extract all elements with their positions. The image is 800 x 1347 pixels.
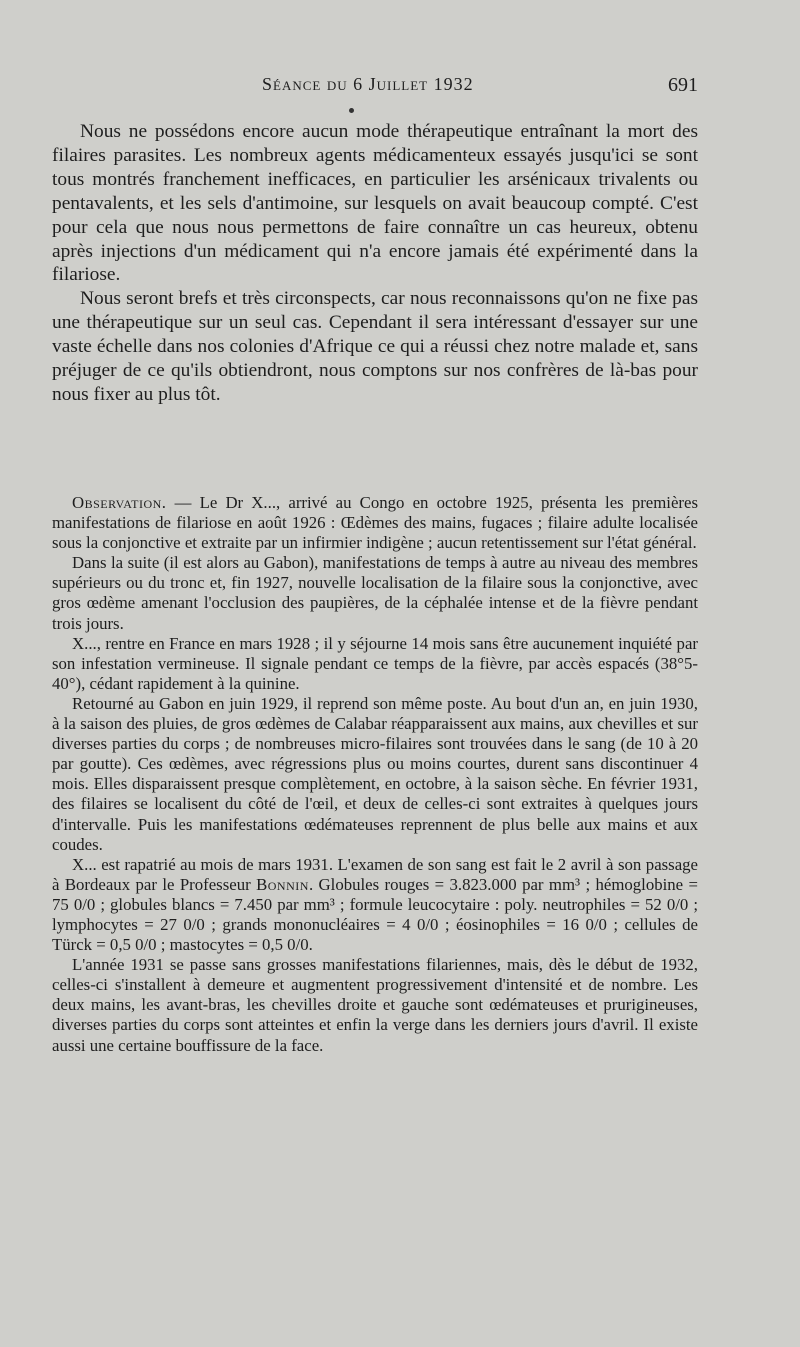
observation-label: Observation. — [72, 493, 167, 512]
observation-paragraph — [52, 493, 698, 553]
observation-paragraph — [52, 855, 698, 955]
running-title: Séance du 6 Juillet 1932 — [262, 74, 474, 94]
observation-paragraph: Dans la suite (il est alors au Gabon), manifestations de temps à autre au niveau des membres supérieurs ou du tronc et, fin 1927, nouvelle localisation de la filaire sous la conjonctive, avec gros œdème amenant l'occlusion des paupières, de la céphalée intense et de la fièvre pendant trois jours. — [52, 553, 698, 633]
page-number: 691 — [668, 74, 698, 96]
body-paragraph: Nous seront brefs et très circonspects, car nous reconnaissons qu'on ne fixe pas une thérapeutique sur un seul cas. Cependant il sera intéressant d'essayer sur une vaste échelle dans nos colonies d'Afrique ce qui a réussi chez notre malade et, sans préjuger de ce qu'ils obtiendront, nous comptons sur nos confrères de là-bas pour nous fixer au plus tôt. — [52, 288, 698, 405]
blood-exam-text-b: . Globules rouges = 3.823.000 par mm³ ; hémoglobine = 75 0/0 ; globules blancs = 7.450 par mm³ ; formule leucocytaire : poly. neutrophiles = 52 0/0 ; lymphocytes = 27 0/0 ; grands mononucléaires = 4 0/0 ; éosinophiles = 16 0/0 ; cellules de Türck = 0,5 0/0 ; mastocytes = 0,5 0/0. — [52, 874, 698, 955]
observation-intro-text: — Le Dr X..., arrivé au Congo en octobre 1925, présenta les premières manifestations de filariose en août 1926 : Œdèmes des mains, fugaces ; filaire adulte localisée sous la conjonctive et extraite par un infirmier indigène ; aucun retentissement sur l'état général. — [52, 493, 698, 553]
observation-section — [52, 493, 698, 1056]
professor-name: Bonnin — [256, 874, 309, 894]
observation-paragraph: X..., rentre en France en mars 1928 ; il y séjourne 14 mois sans être aucunement inquiété par son infestation vermineuse. Il signale pendant ce temps de la fièvre, par accès espacés (38°5-40°), cédant rapidement à la quinine. — [52, 633, 698, 693]
main-text — [52, 120, 698, 407]
page-header — [52, 74, 698, 102]
observation-paragraph: Retourné au Gabon en juin 1929, il reprend son même poste. Au bout d'un an, en juin 1930, à la saison des pluies, de gros œdèmes de Calabar réapparaissent aux mains, aux chevilles et sur diverses parties du corps ; de nombreuses micro-filaires sont trouvées dans le sang (de 10 à 20 par goutte). Ces œdèmes, avec régressions plus ou moins courtes, durent sans discontinuer 4 mois. Elles disparaissent presque complètement, en octobre, à la saison sèche. En février 1931, des filaires se localisent du côté de l'œil, et deux de celles-ci sont extraites à quelques jours d'intervalle. Puis les manifestations œdémateuses reprennent de plus belle aux mains et aux coudes. — [52, 693, 698, 854]
blood-exam-text-a: X... est rapatrié au mois de mars 1931. L'examen de son sang est fait le 2 avril à son passage à Bordeaux par le Professeur — [52, 854, 698, 894]
ornament-dot — [349, 108, 354, 113]
observation-paragraph: L'année 1931 se passe sans grosses manifestations filariennes, mais, dès le début de 1932, celles-ci s'installent à demeure et augmentent progressivement d'intensité et de nombre. Les deux mains, les avant-bras, les chevilles droite et gauche sont œdémateuses et prurigineuses, diverses parties du corps sont atteintes et enfin la verge dans les derniers jours d'avril. Il existe aussi une certaine bouffissure de la face. — [52, 955, 698, 1055]
body-paragraph: Nous ne possédons encore aucun mode thérapeutique entraînant la mort des filaires parasites. Les nombreux agents médicamenteux essayés jusqu'ici se sont tous montrés franchement inefficaces, en particulier les arsénicaux trivalents ou pentavalents, et les sels d'antimoine, sur lesquels on avait beaucoup compté. C'est pour cela que nous nous permettons de faire connaître un cas heureux, obtenu après injections d'un médicament qui n'a encore jamais été expérimenté dans la filariose. — [52, 121, 698, 286]
